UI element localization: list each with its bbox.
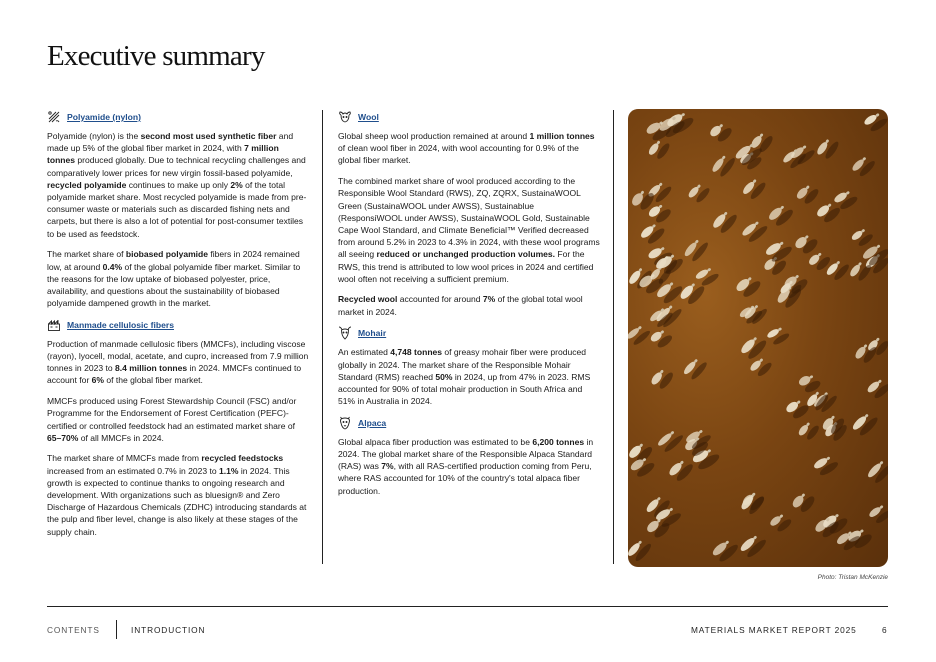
bold-text-run: 7 million tonnes	[47, 143, 279, 166]
bold-text-run: 7%	[482, 294, 496, 305]
sheep-figure	[851, 409, 880, 438]
sheep-figure	[851, 153, 877, 179]
column-divider-left	[322, 110, 323, 564]
section-header-polyamide	[47, 110, 309, 124]
sheep-figure	[797, 371, 822, 395]
page-number: 6	[882, 625, 888, 635]
sheep-figure	[649, 326, 674, 351]
text-run: Polyamide (nylon) is the	[47, 131, 141, 141]
text-run: in 2024, up from 47% in 2023. RMS accounted for 90% of total mohair production in South Africa and 51% in Australia in 2024.	[338, 371, 591, 407]
bold-text-run: 7%	[381, 461, 394, 472]
bold-text-run: 50%	[435, 371, 453, 382]
bold-text-run: 6,200 tonnes	[532, 436, 585, 447]
sheep-figure	[815, 135, 840, 162]
section-header-mmcf	[47, 318, 309, 332]
bold-text-run: reduced or unchanged production volumes.	[376, 249, 556, 260]
sheep-flock-photo	[628, 109, 888, 567]
sheep-figure	[784, 396, 810, 422]
text-run: Production of manmade cellulosic fibers (MMCFs), including viscose (rayon), lyocell, modal, acetate, and cupro, increased from 7.9 million tonnes in 2023 to	[47, 338, 309, 374]
text-run: of the total polyamide market share. Most recycled polyamide is made from pre-consumer waste or materials such as discarded fishing nets and carpets, but there is also a lot of potential for post-consumer textiles to be used as feedstock.	[47, 179, 307, 239]
sheep-figure	[734, 272, 762, 300]
bold-text-run: 0.4%	[102, 261, 123, 272]
footer-contents-link[interactable]: CONTENTS	[47, 625, 100, 635]
text-run: fibers in 2024 remained low, at around	[47, 249, 300, 272]
footer-section-label[interactable]: INTRODUCTION	[131, 625, 206, 635]
sheep-figure	[649, 365, 675, 392]
text-run: An estimated	[338, 347, 391, 358]
bold-text-run: recycled feedstocks	[201, 453, 284, 464]
column-divider-right	[613, 110, 614, 564]
footer-divider	[116, 620, 117, 639]
section-header-alpaca	[338, 416, 600, 430]
text-run: Global alpaca fiber production was estimated to be	[338, 436, 533, 447]
bold-text-run: 8.4 million tonnes	[114, 363, 188, 374]
bold-text-run: 65–70%	[47, 432, 79, 443]
sheep-figure	[628, 536, 653, 564]
wool-paragraph-1	[338, 130, 600, 167]
alpaca-icon	[338, 416, 352, 430]
text-run: For the RWS, this trend is attributed to low wool prices in 2024 and certified wool often not receiving a sufficient premium.	[338, 249, 594, 284]
section-header-mohair	[338, 326, 600, 340]
bold-text-run: second most used synthetic fiber	[140, 131, 277, 141]
sheep-figure	[639, 220, 666, 247]
sheep-figure	[687, 180, 712, 205]
sheep-figure	[769, 510, 793, 534]
text-run: in 2024. This growth is expected to continue thanks to ongoing research and development. With organizations such as bluesign® and Zero Discharge of Hazardous Chemicals (ZDHC) introducing standards at the pulp and fiber level, change is also likely at these stages of the supply chain.	[47, 465, 307, 537]
sheep-figure	[782, 145, 808, 171]
text-run: in 2024. The global market share of the Responsible Alpaca Standard (RAS) was	[338, 436, 594, 472]
sheep-figure	[767, 201, 795, 229]
sheep-figure	[850, 225, 874, 249]
page-title: Executive summary	[47, 40, 265, 72]
alpaca-link[interactable]: Alpaca	[358, 417, 387, 428]
sheep-figure	[628, 322, 652, 347]
bold-text-run: 1.1%	[219, 465, 239, 476]
mmcf-paragraph-2	[47, 395, 309, 444]
sheep-figure	[741, 175, 767, 202]
sheep-figure	[708, 119, 734, 144]
sheep-figure	[766, 324, 791, 347]
text-run: of the global fiber market.	[104, 375, 203, 386]
sheep-figure	[711, 207, 739, 236]
sheep-figure	[739, 332, 768, 362]
sheep-figure	[868, 501, 888, 526]
text-run: of greasy mohair fiber were produced globally in 2024. The market share of the Responsible Mohair Standard (RMS) reached	[338, 347, 586, 382]
wool-paragraph-2	[338, 175, 600, 285]
goat-icon	[338, 326, 352, 340]
alpaca-paragraph-1	[338, 436, 600, 497]
sheep-figure	[647, 136, 671, 161]
text-run: , with all RAS-certified production coming from Peru, where RAS accounted for 10% of the country's total alpaca fiber production.	[338, 461, 592, 496]
bold-text-run: 2%	[230, 179, 243, 190]
sheep-figure	[866, 375, 888, 401]
sheep-icon	[338, 110, 352, 124]
text-run: in 2024. MMCFs continued to account for	[47, 363, 302, 386]
text-run: increased from an estimated 0.7% in 2023 to	[47, 465, 219, 476]
wool-paragraph-3	[338, 293, 600, 317]
sheep-figure	[682, 355, 709, 382]
text-run: The market share of	[47, 249, 126, 260]
mmcf-link[interactable]: Manmade cellulosic fibers	[67, 319, 174, 330]
left-column	[47, 110, 309, 546]
sheep-figure	[647, 200, 673, 226]
section-header-wool	[338, 110, 600, 124]
photo-caption: Photo: Tristan McKenzie	[817, 574, 888, 581]
sheep-figure	[741, 488, 766, 513]
sheep-figure	[863, 109, 888, 134]
mmcf-paragraph-3	[47, 452, 309, 537]
bold-text-run: 4,748 tonnes	[390, 347, 443, 358]
sheep-figure	[667, 456, 695, 484]
bold-text-run: 6%	[91, 375, 105, 386]
sheep-figure	[812, 452, 839, 478]
text-run: and made up 5% of the global fiber market in 2024, with	[47, 131, 294, 154]
sheep-figure	[797, 418, 821, 442]
mohair-link[interactable]: Mohair	[358, 328, 387, 339]
text-run: produced globally. Due to technical recycling challenges and comparatively lower prices for new virgin fossil-based polyamide,	[47, 155, 306, 178]
factory-icon	[47, 318, 61, 332]
sheep-figure	[741, 217, 770, 244]
sheep-figure	[739, 531, 768, 560]
sheep-figure	[791, 489, 817, 516]
wool-link[interactable]: Wool	[358, 111, 379, 122]
footer-report-title: MATERIALS MARKET REPORT 2025	[691, 625, 857, 635]
sheep-figure	[694, 264, 720, 288]
text-run: The combined market share of wool produced according to the Responsible Wool Standard (RWS), ZQ, ZQRX, SustainaWOOL Green (SustainaWOOL under AWSS), Sustainablue (ResponsiWOOL under AWSS), SustainaWOOL Gold, Sustainable Cape Wool Standard, and Climate Beneficial™ Verified decreased from around 5.2% in 2023 to 4.3% in 2024, with these wool programs all seeing	[338, 176, 600, 260]
footer-rule	[47, 606, 888, 607]
text-run: of clean wool fiber in 2024, with wool accounting for 0.9% of the global fiber market.	[338, 143, 579, 166]
text-run: The market share of MMCFs made from	[47, 453, 202, 464]
polyamide-paragraph-1	[47, 130, 309, 240]
sheep-figure	[711, 151, 737, 179]
polyamide-paragraph-2	[47, 248, 309, 309]
sheep-figure	[683, 235, 710, 263]
text-run: Global sheep wool production remained at around	[338, 131, 530, 141]
sheep-figure	[815, 199, 842, 226]
bold-text-run: 1 million tonnes	[529, 131, 595, 141]
sheep-figure	[656, 427, 684, 455]
polyamide-link[interactable]: Polyamide (nylon)	[67, 111, 142, 122]
sheep-figure	[866, 456, 888, 485]
sheep-figure	[711, 536, 740, 565]
bold-text-run: recycled polyamide	[47, 179, 127, 190]
sheep-figure	[749, 129, 774, 155]
bold-text-run: biobased polyamide	[125, 249, 209, 260]
text-run: of the global polyamide fiber market. Similar to the reasons for the low uptake of biobased polyester, price, availability, and questions about the sustainability of biobased polyamide dampened growth in the market.	[47, 261, 301, 309]
sheep-flock-illustration	[628, 109, 888, 567]
mohair-paragraph-1	[338, 346, 600, 407]
text-run: accounted for around	[397, 294, 483, 305]
middle-column	[338, 110, 600, 505]
text-run: of all MMCFs in 2024.	[78, 432, 164, 443]
sheep-figure	[793, 230, 820, 257]
bold-text-run: Recycled wool	[338, 294, 398, 305]
text-run: continues to make up only	[126, 179, 231, 190]
mmcf-paragraph-1	[47, 338, 309, 387]
fiber-strand-icon	[47, 110, 61, 124]
text-run: MMCFs produced using Forest Stewardship Council (FSC) and/or Programme for the Endorsement of Forest Certification (PEFC)-certified or controlled feedstock had an estimated market share of	[47, 396, 297, 431]
text-run: of the global total wool market in 2024.	[338, 294, 583, 317]
sheep-figure	[795, 181, 821, 207]
